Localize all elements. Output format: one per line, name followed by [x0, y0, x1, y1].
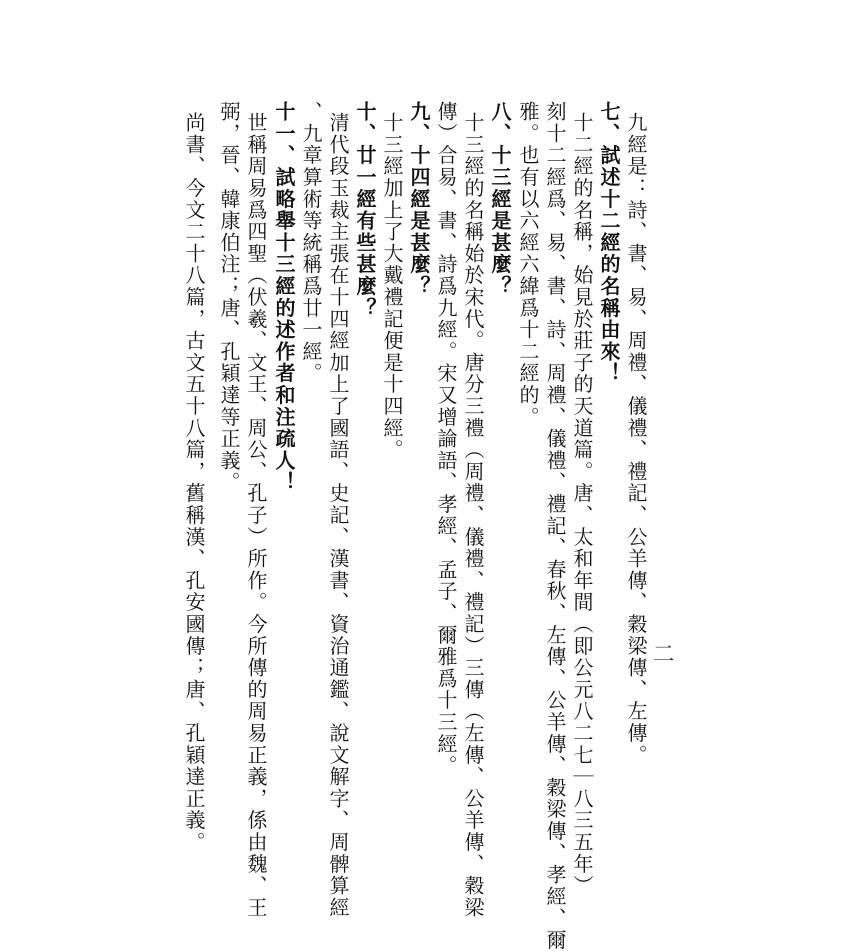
text-column-nine-classics: 九經是：詩、書、易、周禮、儀禮、禮記、公羊傳、穀梁傳、左傳。 — [624, 112, 648, 766]
answer-thirteen-classics-line-1: 十三經的名稱始於宋代。唐分三禮（周禮、儀禮、禮記）三傳（左傳、公羊傳、穀梁 — [461, 112, 485, 919]
answer-twenty-one-classics-line-2: 、九章算術等統稱爲廿一經。 — [299, 101, 323, 385]
question-heading-fourteen-classics: 九、十四經是甚麼？ — [407, 101, 431, 298]
question-heading-authors-commentators: 十一、試略舉十三經的述作者和注疏人！ — [272, 101, 296, 494]
answer-twenty-one-classics-line-1: 清代段玉裁主張在十四經加上了國語、史記、漢書、資治通鑑、說文解字、周髀算經 — [326, 112, 350, 919]
answer-fourteen-classics: 十三經加上了大戴禮記便是十四經。 — [380, 112, 404, 461]
answer-twelve-classics-line-1: 十二經的名稱，始見於莊子的天道篇。唐、太和年間（即公元八二七｜八三五年） — [570, 112, 594, 897]
answer-zhouyi-line-1: 世稱周易爲四聖（伏羲、文王、周公、孔子）所作。今所傳的周易正義，係由魏、王 — [244, 112, 268, 919]
answer-thirteen-classics-line-2: 傳）合易、書、詩爲九經。宋又增論語、孝經、孟子、爾雅爲十三經。 — [434, 101, 458, 777]
question-heading-twelve-classics: 七、試述十二經的名稱由來！ — [597, 101, 621, 385]
question-heading-twenty-one-classics: 十、廿一經有些甚麼？ — [353, 101, 377, 319]
answer-zhouyi-line-2: 弼，晉、韓康伯注；唐、孔穎達等正義。 — [217, 101, 241, 494]
answer-twelve-classics-line-3: 雅。也有以六經六緯爲十二經的。 — [516, 101, 540, 428]
answer-shangshu: 尚書、今文二十八篇，古文五十八篇，舊稱漢、孔安國傳；唐、孔穎達正義。 — [182, 112, 206, 854]
answer-twelve-classics-line-2: 刻十二經爲、易、書、詩、周禮、儀禮、禮記、春秋、左傳、公羊傳、穀梁傳、孝經、爾 — [543, 101, 567, 951]
page-number: 二 — [649, 642, 674, 664]
question-heading-thirteen-classics: 八、十三經是甚麼？ — [488, 101, 512, 298]
